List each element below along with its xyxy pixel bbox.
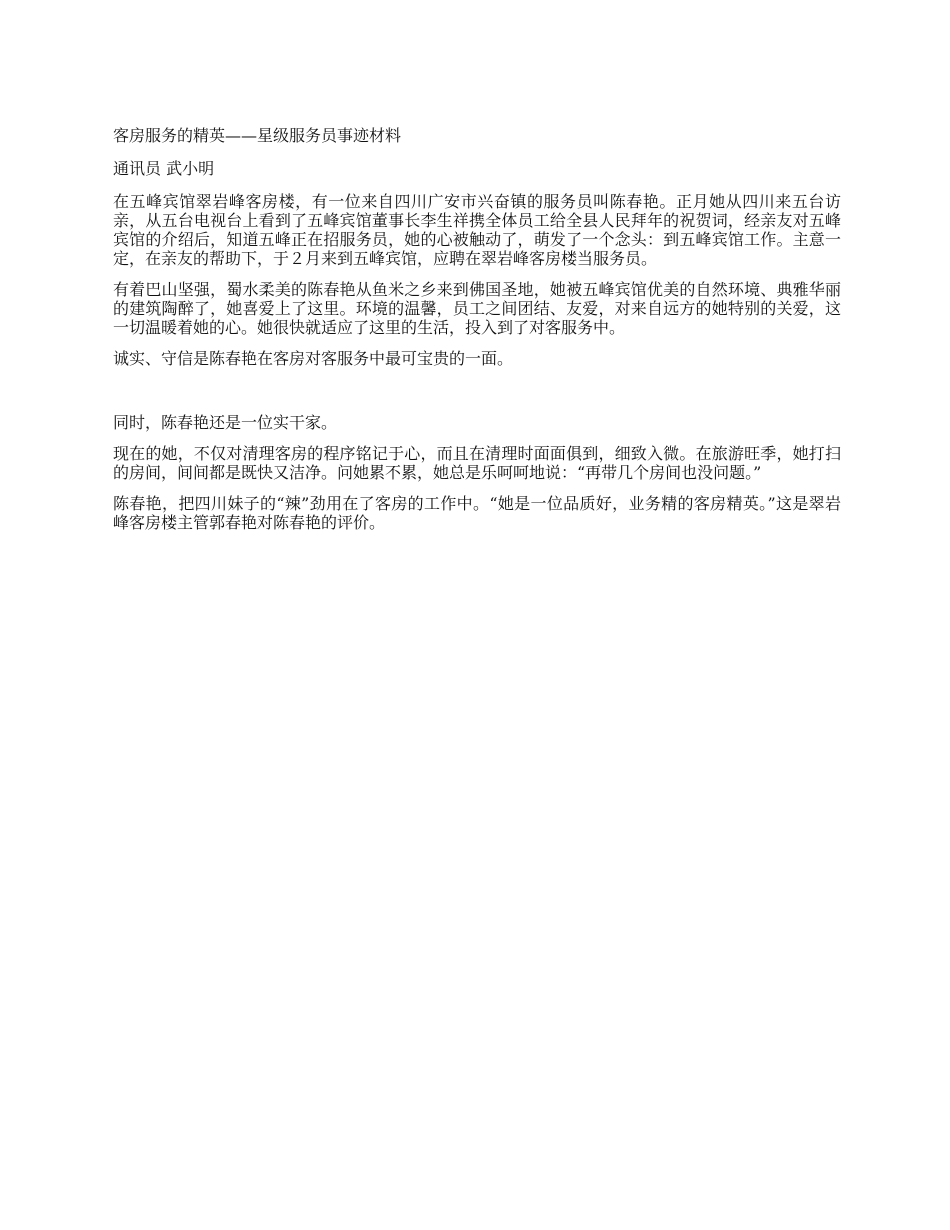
paragraph-diligence: 现在的她，不仅对清理客房的程序铭记于心，而且在清理时面面俱到，细致入微。在旅游旺季，她打扫的房间，间间都是既快又洁净。问她累不累，她总是乐呵呵地说：“再带几个房间也没问题。” <box>113 444 841 482</box>
paragraph-hard-worker: 同时，陈春艳还是一位实干家。 <box>113 413 338 432</box>
document-page <box>113 126 841 544</box>
paragraph-background: 有着巴山坚强，蜀水柔美的陈春艳从鱼米之乡来到佛国圣地，她被五峰宾馆优美的自然环境、典雅华丽的建筑陶醉了，她喜爱上了这里。环境的温馨，员工之间团结、友爱，对来自远方的她特别的关爱，这一切温暖着她的心。她很快就适应了这里的生活，投入到了对客服务中。 <box>113 280 841 337</box>
paragraph-evaluation: 陈春艳，把四川妹子的“辣”劲用在了客房的工作中。“她是一位品质好，业务精的客房精英。”这是翠岩峰客房楼主管郭春艳对陈春艳的评价。 <box>113 494 841 532</box>
paragraph-honesty: 诚实、守信是陈春艳在客房对客服务中最可宝贵的一面。 <box>113 349 514 368</box>
paragraph-gap <box>113 380 841 413</box>
document-byline: 通讯员 武小明 <box>113 159 215 178</box>
paragraph-intro: 在五峰宾馆翠岩峰客房楼，有一位来自四川广安市兴奋镇的服务员叫陈春艳。正月她从四川来五台访亲，从五台电视台上看到了五峰宾馆董事长李生祥携全体员工给全县人民拜年的祝贺词，经亲友对五峰宾馆的介绍后，知道五峰正在招服务员，她的心被触动了，萌发了一个念头：到五峰宾馆工作。主意一定，在亲友的帮助下，于２月来到五峰宾馆，应聘在翠岩峰客房楼当服务员。 <box>113 192 841 268</box>
document-title: 客房服务的精英——星级服务员事迹材料 <box>113 126 402 145</box>
